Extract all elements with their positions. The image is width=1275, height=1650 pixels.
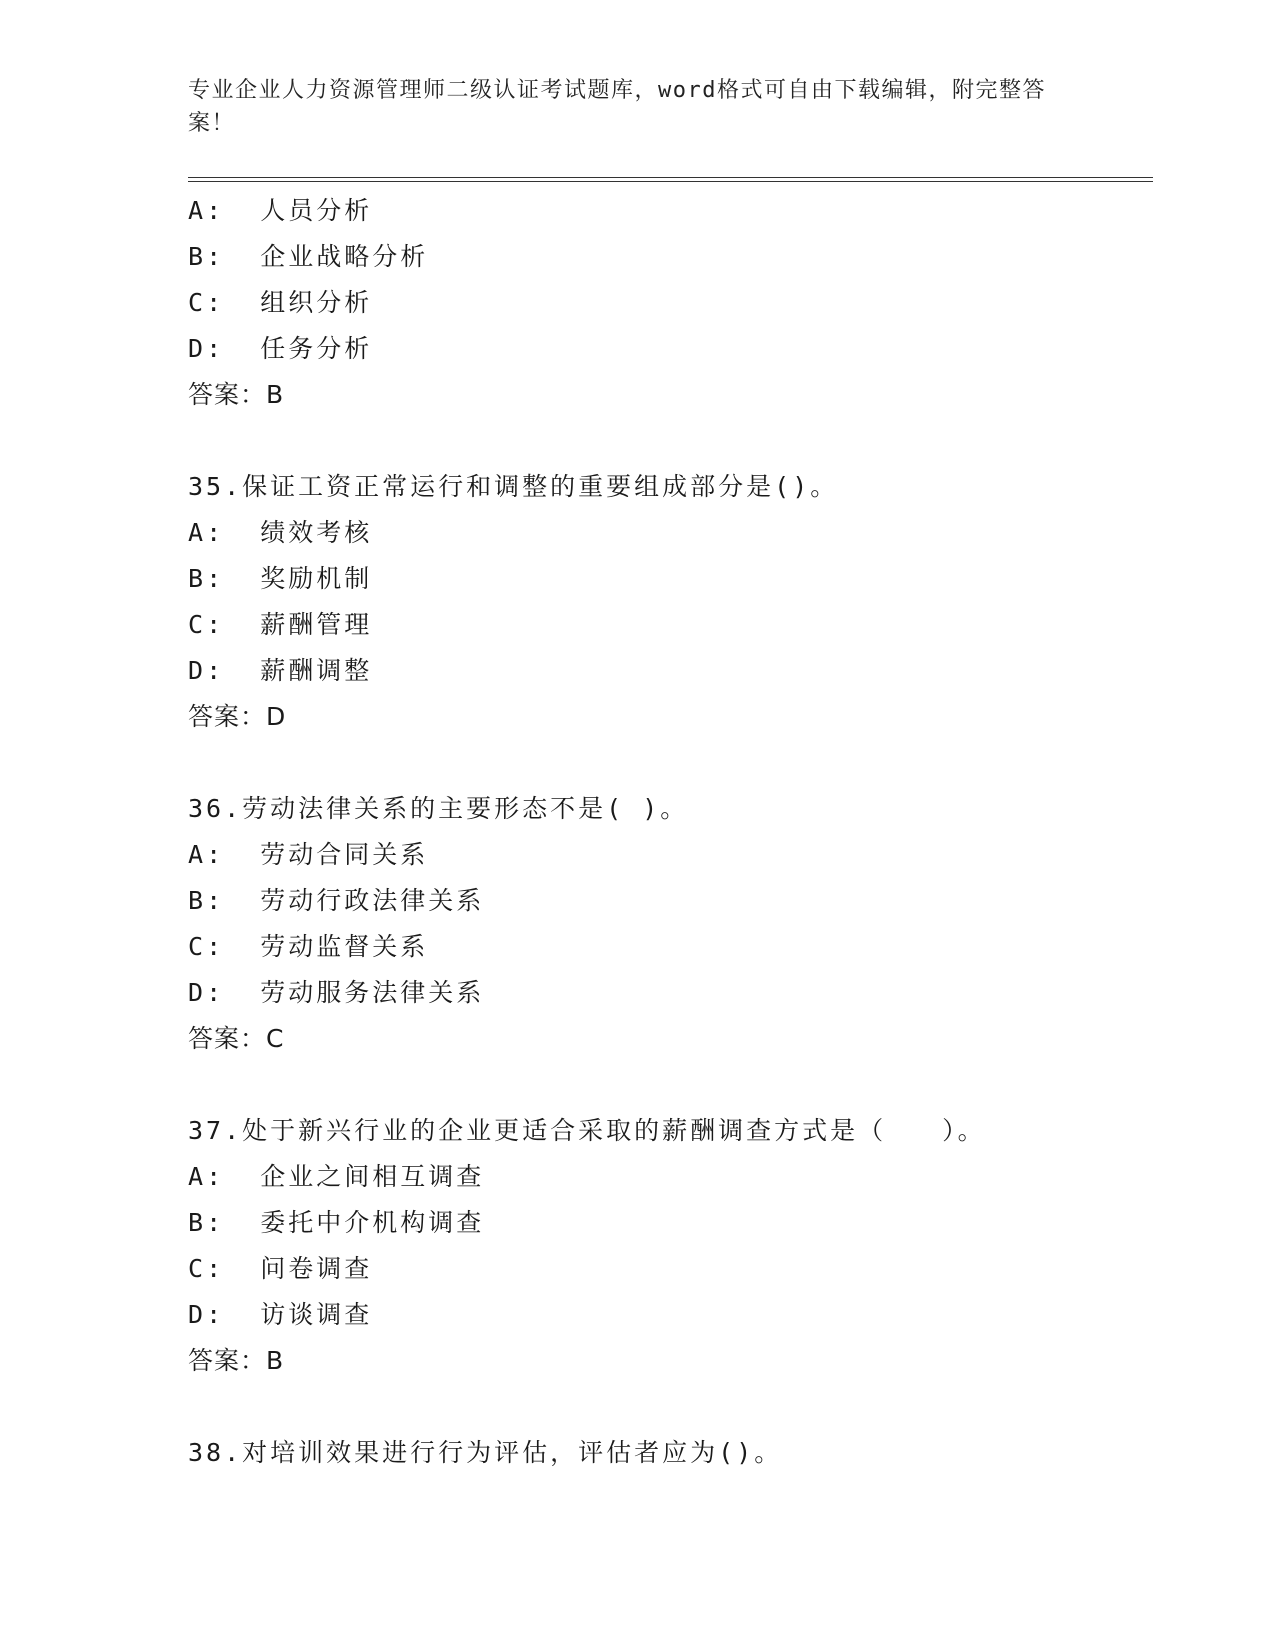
question-block-36 [188, 786, 1153, 1062]
option-c: C: 劳动监督关系 [188, 932, 429, 961]
option-d: D: 访谈调查 [188, 1300, 373, 1329]
option-a: A: 企业之间相互调查 [188, 1162, 485, 1191]
option-a: A: 绩效考核 [188, 518, 373, 547]
question-text: 37.处于新兴行业的企业更适合采取的薪酬调查方式是（ ）。 [188, 1116, 986, 1145]
option-a: A: 劳动合同关系 [188, 840, 429, 869]
spacer [188, 740, 1153, 786]
option-c: C: 薪酬管理 [188, 610, 373, 639]
option-b: B: 企业战略分析 [188, 242, 429, 271]
option-d: D: 任务分析 [188, 334, 373, 363]
answer-line: 答案：B [188, 1346, 285, 1375]
option-a: A: 人员分析 [188, 196, 373, 225]
question-block-37 [188, 1108, 1153, 1384]
spacer [188, 1062, 1153, 1108]
spacer [188, 418, 1153, 464]
option-b: B: 奖励机制 [188, 564, 373, 593]
question-block-35 [188, 464, 1153, 740]
option-d: D: 薪酬调整 [188, 656, 373, 685]
spacer [188, 1384, 1153, 1430]
option-b: B: 劳动行政法律关系 [188, 886, 485, 915]
question-text: 38.对培训效果进行行为评估，评估者应为()。 [188, 1438, 783, 1467]
question-text: 35.保证工资正常运行和调整的重要组成部分是()。 [188, 472, 839, 501]
question-list [188, 188, 1153, 1476]
answer-line: 答案：B [188, 380, 285, 409]
option-d: D: 劳动服务法律关系 [188, 978, 485, 1007]
question-block-38 [188, 1430, 1153, 1476]
question-block-34 [188, 188, 1153, 418]
option-c: C: 组织分析 [188, 288, 373, 317]
answer-line: 答案：C [188, 1024, 285, 1053]
header-text: 专业企业人力资源管理师二级认证考试题库，word格式可自由下载编辑，附完整答案！ [188, 78, 1046, 136]
option-c: C: 问卷调查 [188, 1254, 373, 1283]
option-b: B: 委托中介机构调查 [188, 1208, 485, 1237]
answer-line: 答案：D [188, 702, 287, 731]
header-divider [188, 177, 1153, 182]
question-text: 36.劳动法律关系的主要形态不是( )。 [188, 794, 689, 823]
